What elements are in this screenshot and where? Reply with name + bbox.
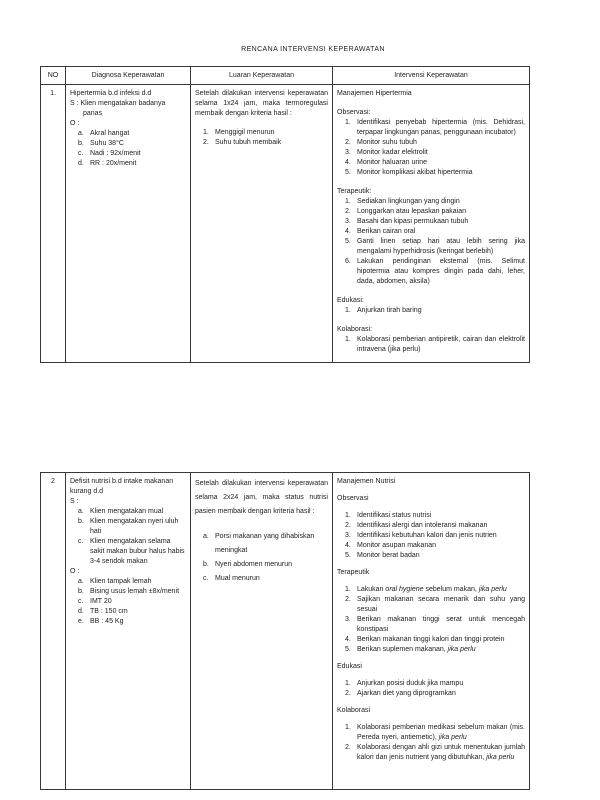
list-marker: a. xyxy=(78,130,84,137)
intervention-item xyxy=(337,531,525,541)
subjective-item-text: Klien mengatakan nyeri uluh hati xyxy=(90,518,179,535)
intervention-section xyxy=(337,108,525,178)
list-marker: 1. xyxy=(345,724,351,731)
subjective-item xyxy=(70,537,186,567)
italic-phrase: jika perlu xyxy=(438,734,467,741)
diagnosis-problem: Defisit nutrisi b.d intake makanan kurang d.d xyxy=(70,478,174,495)
intervention-item xyxy=(337,158,525,168)
intervention-section xyxy=(337,325,525,355)
criteria-item xyxy=(195,530,328,558)
intervention-title: Manajemen Nutrisi xyxy=(337,478,396,485)
table-row xyxy=(41,473,529,789)
intervention-item-text: Monitor haluaran urine xyxy=(357,159,428,166)
objective-item xyxy=(70,607,186,617)
header-intervensi: Intervensi Keperawatan xyxy=(394,72,468,79)
intervention-item-text: Berikan makanan tinggi kalori dan tinggi protein xyxy=(357,636,505,643)
intervention-item-text: Kolaborasi pemberian antipiretik, cairan dan elektrolit intravena (jika perlu) xyxy=(357,336,525,353)
list-marker: 3. xyxy=(345,616,351,623)
intervention-item-text: Monitor berat badan xyxy=(357,552,420,559)
list-marker: a. xyxy=(78,578,84,585)
list-marker: 4. xyxy=(345,228,351,235)
criteria-item-text: Nyeri abdomen menurun xyxy=(215,561,293,568)
intervention-item-text: Ganti linen setiap hari atau lebih sering jika mengalami hyperhidrosis (keringat berlebih) xyxy=(357,238,525,255)
intervention-item xyxy=(337,541,525,551)
section-label: Edukasi: xyxy=(337,297,364,304)
intervention-item-text: Identifikasi status nutrisi xyxy=(357,512,432,519)
list-marker: 5. xyxy=(345,552,351,559)
subjective-item-text: Klien mengatakan selama sakit makan bubur halus habis 3-4 sendok makan xyxy=(90,538,185,565)
intervention-section xyxy=(337,494,525,561)
list-marker: 2. xyxy=(345,522,351,529)
objective-label: O : xyxy=(70,568,80,575)
intervention-item xyxy=(337,645,525,655)
table-header-row xyxy=(41,67,529,85)
luaran-criteria-list xyxy=(195,128,328,148)
diagnosis-cell xyxy=(66,473,191,789)
list-marker: 5. xyxy=(345,646,351,653)
intervention-item-text: Kolaborasi dengan ahli gizi untuk menentukan jumlah kalori dan jenis nutrient yang dibutuhkan, jika perlu xyxy=(357,744,525,761)
list-marker: b. xyxy=(203,561,209,568)
criteria-item-text: Menggigil menurun xyxy=(215,129,275,136)
objective-item xyxy=(70,159,186,169)
luaran-criteria-list xyxy=(195,530,328,586)
section-label: Kolaborasi xyxy=(337,707,371,714)
intervention-item xyxy=(337,207,525,217)
luaran-cell xyxy=(191,473,333,789)
criteria-item xyxy=(195,572,328,586)
list-marker: d. xyxy=(78,608,84,615)
subjective-item xyxy=(70,507,186,517)
list-marker: 3. xyxy=(345,532,351,539)
list-marker: 4. xyxy=(345,159,351,166)
intervention-item xyxy=(337,148,525,158)
list-marker: c. xyxy=(78,150,84,157)
intervention-item-text: Monitor komplikasi akibat hipertermia xyxy=(357,169,473,176)
diagnosis-cell xyxy=(66,85,191,362)
intervention-item-text: Sajikan makanan secara menarik dan suhu yang sesuai xyxy=(357,596,525,613)
list-marker: 4. xyxy=(345,542,351,549)
luaran-intro: Setelah dilakukan intervensi keperawatan selama 2x24 jam, maka status nutrisi pasien membaik dengan kriteria hasil : xyxy=(195,480,328,515)
intervention-item-text: Identifikasi kebutuhan kalori dan jenis nutrien xyxy=(357,532,497,539)
intervention-item-text: Lakukan oral hygiene sebelum makan, jika perlu xyxy=(357,586,507,593)
intervention-item-text: Kolaborasi pemberian medikasi sebelum makan (mis. Pereda nyeri, antiemetic), jika perlu xyxy=(357,724,525,741)
intervention-item-text: Berikan suplemen makanan, jika perlu xyxy=(357,646,476,653)
italic-phrase: oral hygiene xyxy=(385,586,424,593)
subjective-label: S : xyxy=(70,498,79,505)
intervensi-cell xyxy=(333,85,529,362)
intervention-item xyxy=(337,168,525,178)
list-marker: 1. xyxy=(345,307,351,314)
row-number-cell: 1. xyxy=(41,85,66,362)
objective-item xyxy=(70,129,186,139)
list-marker: e. xyxy=(78,618,84,625)
italic-phrase: jika perlu xyxy=(486,754,515,761)
list-marker: 5. xyxy=(345,238,351,245)
list-marker: 2. xyxy=(203,139,209,146)
intervention-section xyxy=(337,662,525,699)
list-marker: b. xyxy=(78,518,84,525)
intervention-section xyxy=(337,187,525,287)
list-marker: 1. xyxy=(345,586,351,593)
intervention-section xyxy=(337,706,525,763)
section-label: Edukasi xyxy=(337,663,362,670)
objective-item-text: Bising usus lemah ±8x/menit xyxy=(90,588,180,595)
list-marker: 2. xyxy=(345,744,351,751)
list-marker: d. xyxy=(78,160,84,167)
criteria-item-text: Suhu tubuh membaik xyxy=(215,139,282,146)
section-label: Terapeutik: xyxy=(337,188,372,195)
objective-item xyxy=(70,617,186,627)
criteria-item xyxy=(195,558,328,572)
subjective-line: S : Klien mengatakan badanya panas xyxy=(70,100,166,117)
intervention-item xyxy=(337,138,525,148)
intervention-item xyxy=(337,689,525,699)
intervention-item-text: Identifikasi alergi dan intoleransi makanan xyxy=(357,522,488,529)
intervention-item-text: Berikan makanan tinggi serat untuk mencegah konstipasi xyxy=(357,616,525,633)
list-marker: 5. xyxy=(345,169,351,176)
italic-phrase: jika perlu xyxy=(478,586,507,593)
list-marker: 2. xyxy=(345,596,351,603)
diagnosis-problem: Hipertermia b.d infeksi d.d xyxy=(70,90,152,97)
list-marker: b. xyxy=(78,140,84,147)
list-marker: c. xyxy=(78,598,84,605)
intervention-item xyxy=(337,335,525,355)
intervention-title: Manajemen Hipertermia xyxy=(337,90,412,97)
list-marker: 1. xyxy=(345,119,351,126)
list-marker: 3. xyxy=(345,218,351,225)
intervention-item-text: Identifikasi penyebab hipertermia (mis. Dehidrasi, terpapar lingkungan panas, penggunaan incubator) xyxy=(357,119,525,136)
care-plan-table-1 xyxy=(40,66,530,363)
intervention-item xyxy=(337,227,525,237)
section-label: Terapeutik xyxy=(337,569,370,576)
list-marker: b. xyxy=(78,588,84,595)
list-marker: c. xyxy=(203,575,209,582)
criteria-item-text: Mual menurun xyxy=(215,575,260,582)
intervention-item xyxy=(337,595,525,615)
header-luaran: Luaran Keperawatan xyxy=(191,67,333,84)
objective-label: O : xyxy=(70,120,80,127)
list-marker: 1. xyxy=(345,680,351,687)
intervention-item-text: Anjurkan tirah baring xyxy=(357,307,422,314)
list-marker: a. xyxy=(78,508,84,515)
intervention-item-text: Sediakan lingkungan yang dingin xyxy=(357,198,460,205)
list-marker: c. xyxy=(78,538,84,545)
intervention-section xyxy=(337,296,525,316)
intervention-item xyxy=(337,217,525,227)
objective-item-text: Suhu 38°C xyxy=(90,140,124,147)
intervention-item xyxy=(337,615,525,635)
list-marker: 3. xyxy=(345,149,351,156)
list-marker: 1. xyxy=(345,198,351,205)
intervention-item xyxy=(337,635,525,645)
criteria-item-text: Porsi makanan yang dihabiskan meningkat xyxy=(215,533,315,554)
table-row xyxy=(41,85,529,362)
intervention-item xyxy=(337,118,525,138)
intervention-item-text: Monitor suhu tubuh xyxy=(357,139,417,146)
intervention-item xyxy=(337,237,525,257)
objective-item-text: BB : 45 Kg xyxy=(90,618,124,625)
care-plan-table-2 xyxy=(40,472,530,790)
list-marker: 2. xyxy=(345,690,351,697)
intervention-item-text: Anjurkan posisi duduk jika mampu xyxy=(357,680,464,687)
objective-item-text: Nadi : 92x/menit xyxy=(90,150,141,157)
list-marker: 1. xyxy=(345,512,351,519)
objective-item xyxy=(70,577,186,587)
intervention-item xyxy=(337,743,525,763)
intervention-section xyxy=(337,568,525,655)
objective-item-text: Akral hangat xyxy=(90,130,130,137)
list-marker: 4. xyxy=(345,636,351,643)
intervention-item xyxy=(337,679,525,689)
intervensi-cell xyxy=(333,473,529,789)
objective-item xyxy=(70,597,186,607)
italic-phrase: jika perlu xyxy=(447,646,476,653)
document-title: RENCANA INTERVENSI KEPERAWATAN xyxy=(241,46,385,53)
criteria-item xyxy=(195,128,328,138)
subjective-item-text: Klien mengatakan mual xyxy=(90,508,164,515)
intervention-item xyxy=(337,257,525,287)
intervention-item-text: Berikan cairan oral xyxy=(357,228,416,235)
intervention-item-text: Monitor asupan makanan xyxy=(357,542,436,549)
intervention-item xyxy=(337,551,525,561)
intervention-item xyxy=(337,723,525,743)
objective-item-text: Klien tampak lemah xyxy=(90,578,152,585)
list-marker: 1. xyxy=(203,129,209,136)
section-label: Kolaborasi: xyxy=(337,326,373,333)
section-label: Observasi xyxy=(337,495,369,502)
objective-item xyxy=(70,149,186,159)
luaran-cell xyxy=(191,85,333,362)
section-label: Observasi: xyxy=(337,109,371,116)
objective-item-text: TB : 150 cm xyxy=(90,608,128,615)
list-marker: a. xyxy=(203,533,209,540)
intervention-item-text: Longgarkan atau lepaskan pakaian xyxy=(357,208,466,215)
intervention-item-text: Basahi dan kipasi permukaan tubuh xyxy=(357,218,469,225)
intervention-item-text: Ajarkan diet yang diprogramkan xyxy=(357,690,456,697)
objective-item-text: RR : 20x/menit xyxy=(90,160,137,167)
list-marker: 1. xyxy=(345,336,351,343)
intervention-item xyxy=(337,585,525,595)
objective-item xyxy=(70,139,186,149)
header-diagnosa: Diagnosa Keperawatan xyxy=(66,67,191,84)
intervention-item-text: Lakukan pendinginan eksternal (mis. Selimut hipotermia atau kompres dingin pada dahi, leher, dada, abdomen, aksila) xyxy=(357,258,525,285)
objective-item-text: IMT 20 xyxy=(90,598,112,605)
list-marker: 2. xyxy=(345,139,351,146)
intervention-item xyxy=(337,306,525,316)
intervention-item xyxy=(337,197,525,207)
objective-item xyxy=(70,587,186,597)
luaran-intro: Setelah dilakukan intervensi keperawatan selama 1x24 jam, maka termoregulasi membaik dengan kriteria hasil : xyxy=(195,90,328,117)
intervention-item xyxy=(337,521,525,531)
criteria-item xyxy=(195,138,328,148)
intervention-item xyxy=(337,511,525,521)
list-marker: 6. xyxy=(345,258,351,265)
row-number-cell: 2 xyxy=(41,473,66,789)
list-marker: 2. xyxy=(345,208,351,215)
subjective-item xyxy=(70,517,186,537)
intervention-item-text: Monitor kadar elektrolit xyxy=(357,149,428,156)
header-no: NO xyxy=(41,67,66,84)
